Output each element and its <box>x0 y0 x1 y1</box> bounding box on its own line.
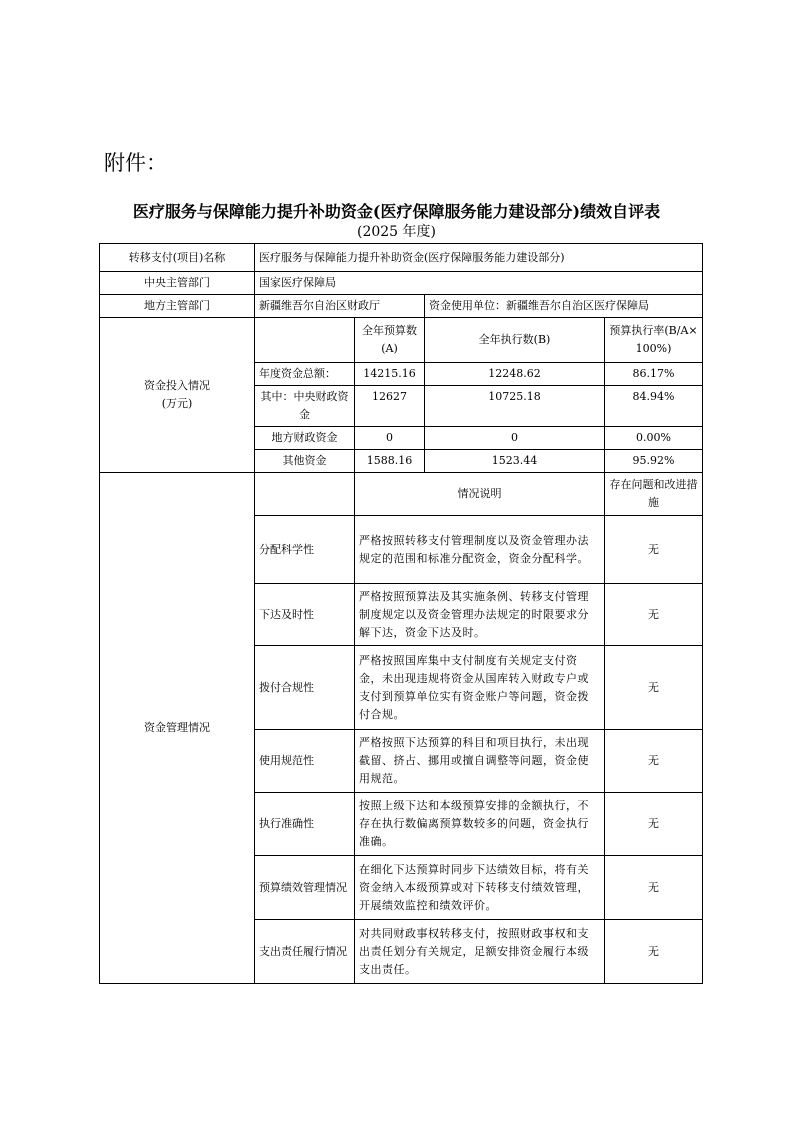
funds-section-title: 资金投入情况 <box>144 379 210 392</box>
col-rate-header: 预算执行率(B/A×100%) <box>605 318 703 363</box>
central-dept-label: 中央主管部门 <box>100 272 255 295</box>
management-header-blank <box>255 473 355 516</box>
management-desc: 严格按照转移支付管理制度以及资金管理办法规定的范围和标准分配资金，资金分配科学。 <box>355 516 605 584</box>
funds-header-blank <box>255 318 355 363</box>
funds-unit: (万元) <box>161 397 193 410</box>
management-desc: 严格按照下达预算的科目和项目执行，未出现截留、挤占、挪用或擅自调整等问题，资金使用规范。 <box>355 730 605 793</box>
funds-row-budget: 14215.16 <box>355 363 425 386</box>
management-desc: 在细化下达预算时同步下达绩效目标，将有关资金纳入本级预算或对下转移支付绩效管理，开展绩效监控和绩效评价。 <box>355 856 605 920</box>
funds-row-label: 其中：中央财政资金 <box>255 386 355 427</box>
project-name-label: 转移支付(项目)名称 <box>100 244 255 272</box>
col-exec-header: 全年执行数(B) <box>425 318 605 363</box>
funds-row-label: 年度资金总额： <box>255 363 355 386</box>
funds-row-exec: 12248.62 <box>425 363 605 386</box>
project-name-row <box>100 244 703 272</box>
funds-row-rate: 0.00% <box>605 427 703 450</box>
management-issue: 无 <box>605 516 703 584</box>
management-header-row <box>100 473 703 516</box>
management-issue: 无 <box>605 730 703 793</box>
management-issue: 无 <box>605 584 703 646</box>
funds-row-budget: 12627 <box>355 386 425 427</box>
col-desc-header: 情况说明 <box>355 473 605 516</box>
management-item: 使用规范性 <box>255 730 355 793</box>
funds-row-rate: 84.94% <box>605 386 703 427</box>
funds-row-exec: 10725.18 <box>425 386 605 427</box>
funds-row-label: 其他资金 <box>255 450 355 473</box>
management-desc: 按照上级下达和本级预算安排的金额执行，不存在执行数偏离预算数较多的问题，资金执行准确。 <box>355 793 605 856</box>
local-dept-label: 地方主管部门 <box>100 295 255 318</box>
local-dept-value: 新疆维吾尔自治区财政厅 <box>255 295 425 318</box>
management-desc: 严格按照预算法及其实施条例、转移支付管理制度规定以及资金管理办法规定的时限要求分解下达，资金下达及时。 <box>355 584 605 646</box>
funds-row-label: 地方财政资金 <box>255 427 355 450</box>
self-evaluation-table <box>99 243 703 984</box>
col-issue-header: 存在问题和改进措施 <box>605 473 703 516</box>
document-title: 医疗服务与保障能力提升补助资金(医疗保障服务能力建设部分)绩效自评表 <box>132 202 661 221</box>
project-name-value: 医疗服务与保障能力提升补助资金(医疗保障服务能力建设部分) <box>255 244 703 272</box>
funds-row-rate: 86.17% <box>605 363 703 386</box>
management-issue: 无 <box>605 793 703 856</box>
fund-user-unit: 资金使用单位：新疆维吾尔自治区医疗保障局 <box>425 295 703 318</box>
document-year: (2025 年度) <box>356 224 436 240</box>
funds-row-rate: 95.92% <box>605 450 703 473</box>
funds-header-row <box>100 318 703 363</box>
management-item: 分配科学性 <box>255 516 355 584</box>
management-item: 支出责任履行情况 <box>255 920 355 984</box>
funds-row-budget: 0 <box>355 427 425 450</box>
attachment-label: 附件： <box>104 151 167 175</box>
management-item: 执行准确性 <box>255 793 355 856</box>
management-section-label: 资金管理情况 <box>100 473 255 984</box>
funds-row-exec: 0 <box>425 427 605 450</box>
central-dept-value: 国家医疗保障局 <box>255 272 703 295</box>
local-dept-row <box>100 295 703 318</box>
management-issue: 无 <box>605 646 703 730</box>
management-issue: 无 <box>605 920 703 984</box>
management-item: 下达及时性 <box>255 584 355 646</box>
central-dept-row <box>100 272 703 295</box>
funds-row-exec: 1523.44 <box>425 450 605 473</box>
management-item: 拨付合规性 <box>255 646 355 730</box>
management-desc: 对共同财政事权转移支付，按照财政事权和支出责任划分有关规定，足额安排资金履行本级支出责任。 <box>355 920 605 984</box>
management-issue: 无 <box>605 856 703 920</box>
management-desc: 严格按照国库集中支付制度有关规定支付资金，未出现违规将资金从国库转入财政专户或支付到预算单位实有资金账户等问题，资金拨付合规。 <box>355 646 605 730</box>
funds-row-budget: 1588.16 <box>355 450 425 473</box>
management-item: 预算绩效管理情况 <box>255 856 355 920</box>
col-budget-header: 全年预算数(A) <box>355 318 425 363</box>
funds-section-label <box>100 318 255 473</box>
